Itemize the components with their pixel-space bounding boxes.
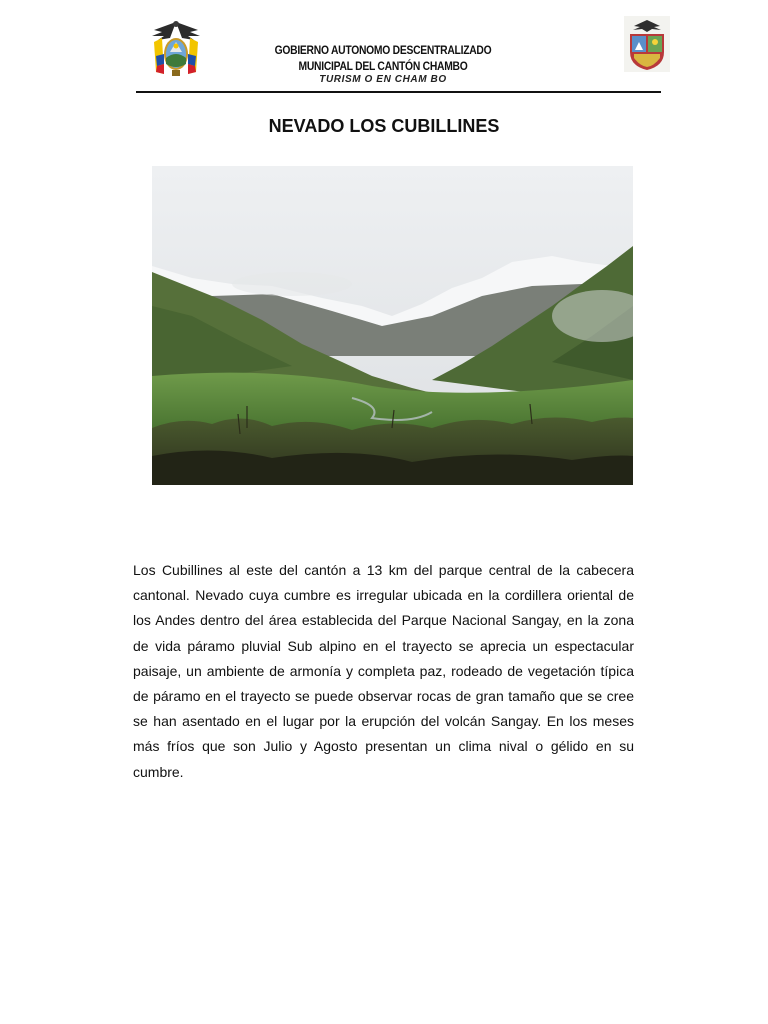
header-line-1: GOBIERNO AUTONOMO DESCENTRALIZADO bbox=[274, 43, 492, 57]
header-text-block bbox=[136, 42, 630, 86]
mountain-valley-photo bbox=[152, 166, 633, 485]
page-title: NEVADO LOS CUBILLINES bbox=[268, 116, 500, 136]
body-paragraph: Los Cubillines al este del cantón a 13 km del parque central de la cabecera cantonal. Nevado cuya cumbre es irregular ubicada en la cordillera oriental de los Andes dentro del área establecida del Parque Nacional Sangay, en la zona de vida páramo pluvial Sub alpino en el trayecto se aprecia un espectacular paisaje, un ambiente de armonía y completa paz, rodeado de vegetación típica de páramo en el trayecto se puede observar rocas de gran tamaño que se cree se han asentado en el lugar por la erupción del volcán Sangay. En los meses más fríos que son Julio y Agosto presentan un clima nival o gélido en su cumbre. bbox=[133, 562, 634, 780]
header-line-2: MUNICIPAL DEL CANTÓN CHAMBO bbox=[298, 59, 468, 73]
header-divider bbox=[136, 91, 661, 93]
chambo-shield-icon bbox=[624, 16, 670, 72]
header-line-3: TURISM O EN CHAM BO bbox=[319, 74, 447, 85]
document-header bbox=[136, 12, 660, 94]
